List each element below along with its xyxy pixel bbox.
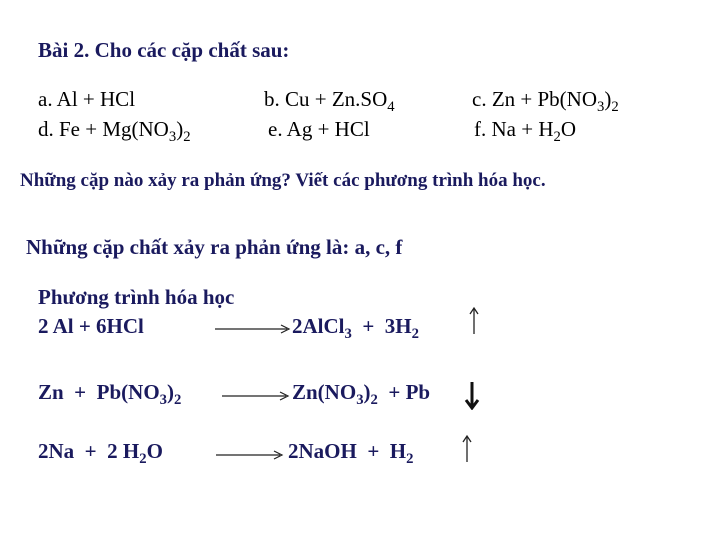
question-text: Những cặp nào xảy ra phản ứng? Viết các phương trình hóa học.	[20, 170, 546, 191]
reaction-arrow-icon	[222, 390, 290, 402]
gas-up-arrow-icon	[460, 434, 474, 464]
pair-b: b. $Cu + Zn.SO_4$	[264, 87, 395, 116]
equation-1-products: 2AlCl$_3$ + $3H_2$	[292, 314, 419, 343]
exercise-title	[38, 40, 289, 61]
pair-d: d. $Fe + Mg(NO_3)_2$	[38, 117, 191, 146]
reaction-arrow-icon	[216, 449, 284, 461]
equation-3-products: 2NaOH + $H_2$	[288, 439, 414, 468]
pair-a: a. Al + HCl	[38, 87, 136, 111]
gas-up-arrow-icon	[467, 306, 481, 336]
equations-heading: Phương trình hóa học	[38, 285, 235, 309]
equation-3-reactants: 2Na + 2 $H_2O$	[38, 439, 163, 468]
equation-1-reactants: 2 Al + 6HCl	[38, 314, 144, 338]
reaction-arrow-icon	[215, 323, 291, 335]
exercise-prompt: Cho các cặp chất sau:	[94, 38, 290, 62]
pair-f: f. $Na + H_2O$	[474, 117, 577, 146]
answer-text: Những cặp chất xảy ra phản ứng là: a, c, f	[26, 235, 403, 259]
equation-2-reactants: $Zn + Pb(NO_3)_2$	[38, 380, 182, 409]
precipitate-down-arrow-icon	[464, 380, 480, 410]
equation-2-products: $Zn(NO_3)_2 + Pb$	[292, 380, 431, 409]
exercise-number: Bài 2.	[38, 38, 90, 62]
pair-c: c. $Zn + Pb(NO_3)_2$	[472, 87, 619, 116]
pair-e: e. Ag + HCl	[268, 117, 370, 141]
